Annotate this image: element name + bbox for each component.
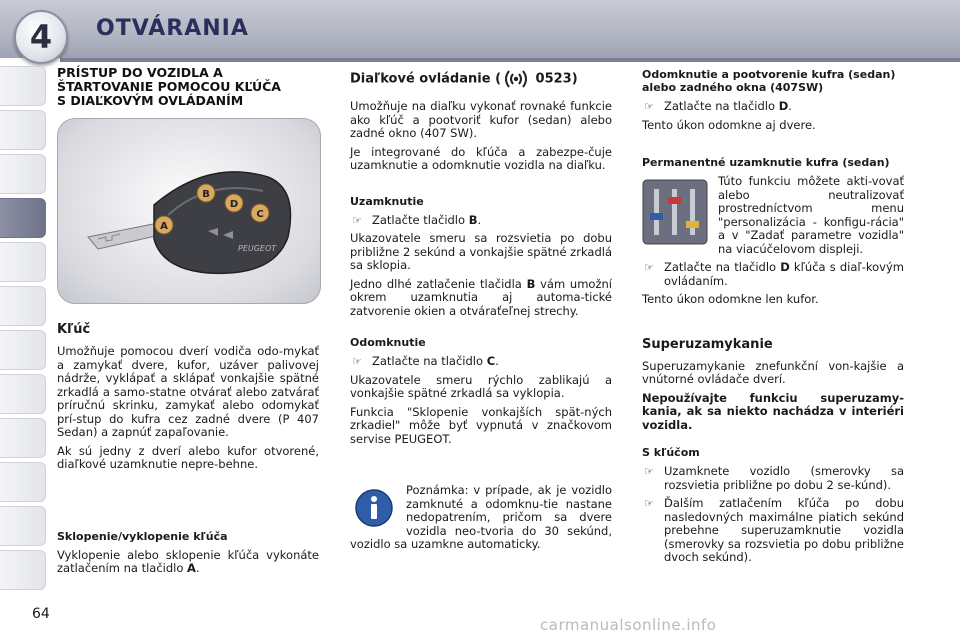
lock-bullet: ☞ Zatlačte tlačidlo B.	[352, 212, 482, 227]
chapter-tab[interactable]	[0, 550, 46, 590]
super-heading: Superuzamykanie	[642, 336, 773, 352]
remote-heading-code: 0523)	[531, 71, 578, 87]
chapter-tab[interactable]	[0, 154, 46, 194]
lock-bullet-text: Zatlačte tlačidlo	[372, 212, 469, 227]
super-paragraph: Superuzamykanie znefunkční von-kajšie a vnútorné ovládače dverí.	[642, 358, 904, 386]
section-title-line: PRÍSTUP DO VOZIDLA A	[57, 65, 223, 80]
boot-bullet-text: Zatlačte na tlačidlo	[664, 99, 779, 113]
key-button-d: D	[229, 199, 239, 210]
unlock-paragraph-2: Funkcia "Sklopenie vonkajších spät-ných zrkadiel" môže byť vypnutá v značkovom servise PEUGEOT.	[350, 404, 612, 446]
lock-paragraph-2	[350, 278, 612, 319]
lock-p2-text-end: vám umožní okrem uzamknutia aj automa-tické zatvorenie okien a otváraťeľnej strechy.	[350, 276, 612, 318]
skluc-bullet-2-text: Ďalším zatlačením kľúča po dobu nasledovných maximálne piatich sekúnd prebehne superuzamknutie vozidla (smerovky sa rozsvietia po dobu približne dvoch sekúnd).	[664, 496, 904, 564]
key-button-a: A	[160, 221, 168, 232]
key-button-b: B	[202, 189, 210, 200]
kluc-heading: Kľúč	[57, 322, 91, 337]
svg-text:PEUGEOT: PEUGEOT	[238, 244, 277, 253]
perm-block	[642, 175, 904, 261]
chapter-tab-active[interactable]	[0, 198, 46, 238]
kluc-paragraph-1: Umožňuje pomocou dverí vodiča odo-mykať a zamykať dvere, kufor, uzáver palivovej nádrže, vyklápať a sklápať vonkajšie spätné zrkadlá a samo-statne otvárať alebo zatvárať príručnú skrinku, zamykať alebo odomykať prí-stup do kufra cez zadné dvere (P 407 Sedan) a zapnúť zapaľovanie.	[57, 344, 319, 439]
boot-bullet: ☞ Zatlačte na tlačidlo D.	[644, 99, 792, 113]
section-title	[57, 66, 319, 108]
pointing-finger-icon: ☞	[644, 497, 654, 510]
sklopenie-heading: Sklopenie/vyklopenie kľúča	[57, 529, 228, 543]
column-1	[57, 66, 319, 581]
remote-intro-1: Umožňuje na diaľku vykonať rovnaké funkcie ako kľúč a pootvoriť kufor (sedan) alebo zadné okno (407 SW).	[350, 99, 612, 140]
key-button-c: C	[256, 209, 264, 220]
unlock-paragraph-1: Ukazovatele smeru rýchlo zablikajú a vonkajšie spätné zrkadlá sa vyklopia.	[350, 372, 612, 400]
key-label-b: B	[468, 212, 478, 227]
perm-paragraph-2: Tento úkon odomkne len kufor.	[642, 292, 819, 306]
chapter-tab[interactable]	[0, 330, 46, 370]
skluc-heading: S kľúčom	[642, 446, 700, 459]
chapter-tabs	[0, 66, 46, 594]
perm-paragraph: Túto funkciu môžete akti-vovať alebo neutralizovať prostredníctvom menu "personalizácia - konfigu-rácia" a v "Zadať parametre vozidla" na viacúčelovom displeji.	[718, 175, 904, 256]
pointing-finger-icon: ☞	[644, 465, 654, 478]
note-box	[350, 484, 612, 552]
chapter-tab[interactable]	[0, 286, 46, 326]
key-illustration	[57, 118, 321, 304]
chapter-tab[interactable]	[0, 462, 46, 502]
skluc-bullet-1	[642, 465, 904, 492]
key-image	[58, 119, 320, 303]
watermark: carmanualsonline.info	[540, 616, 717, 634]
perm-bullet-text-end: kľúča s diaľ-kovým ovládaním.	[664, 260, 904, 288]
pointing-finger-icon: ☞	[352, 213, 362, 227]
config-menu-icon	[642, 179, 708, 245]
section-title-line: ŠTARTOVANIE POMOCOU KĽÚČA	[57, 79, 281, 94]
pointing-finger-icon: ☞	[644, 100, 654, 113]
column-3	[642, 66, 904, 570]
boot-paragraph: Tento úkon odomkne aj dvere.	[642, 117, 816, 132]
info-icon	[354, 488, 394, 528]
lock-heading: Uzamknutie	[350, 194, 424, 208]
skluc-bullet-2	[642, 497, 904, 565]
chapter-tab[interactable]	[0, 374, 46, 414]
perm-heading: Permanentné uzamknutie kufra (sedan)	[642, 156, 890, 169]
perm-bullet-text: Zatlačte na tlačidlo	[664, 260, 781, 274]
header-rule	[60, 58, 960, 62]
key-label-c: C	[486, 354, 496, 368]
column-2	[350, 66, 612, 557]
chapter-title: OTVÁRANIA	[96, 16, 249, 41]
skluc-bullet-1-text: Uzamknete vozidlo (smerovky sa rozsvietia približne po dobu 2 se-kúnd).	[664, 464, 904, 492]
unlock-bullet-text: Zatlačte na tlačidlo	[372, 354, 487, 368]
super-warning: Nepoužívajte funkciu superuzamy-kania, ak sa niekto nachádza v interiéri vozidla.	[642, 390, 904, 432]
page-number: 64	[32, 606, 50, 622]
key-label-d: D	[778, 99, 789, 113]
section-title-line: S DIAĽKOVÝM OVLÁDANÍM	[57, 93, 244, 108]
key-label-a: A	[187, 561, 196, 575]
perm-bullet	[642, 261, 904, 288]
boot-heading: Odomknutie a pootvorenie kufra (sedan) alebo zadného okna (407SW)	[642, 68, 896, 94]
chapter-tab[interactable]	[0, 66, 46, 106]
remote-heading-text: Diaľkové ovládanie (	[350, 71, 502, 87]
remote-waves-icon	[501, 68, 531, 90]
key-label-b: B	[526, 276, 536, 291]
chapter-badge: 4	[14, 10, 68, 64]
lock-paragraph-1: Ukazovatele smeru sa rozsvietia po dobu približne 2 sekúnd a vonkajšie spätné zrkadlá sa sklopia.	[350, 231, 612, 272]
chapter-tab[interactable]	[0, 506, 46, 546]
note-text: Poznámka: v prípade, ak je vozidlo zamknuté a odomknu-tie nastane nedopatrením, pričom sa dvere vozidla neo-tvoria do 30 sekúnd, vozidlo sa uzamkne automaticky.	[350, 483, 612, 551]
chapter-tab[interactable]	[0, 242, 46, 282]
chapter-tab[interactable]	[0, 110, 46, 150]
sklopenie-text: Vyklopenie alebo sklopenie kľúča vykonáte zatlačením na tlačidlo	[57, 547, 319, 575]
unlock-bullet: ☞ Zatlačte na tlačidlo C.	[352, 354, 499, 368]
remote-intro-2: Je integrované do kľúča a zabezpe-čuje uzamknutie a odomknutie vozidla na diaľku.	[350, 144, 612, 172]
pointing-finger-icon: ☞	[352, 355, 362, 368]
key-label-d: D	[780, 260, 790, 274]
kluc-paragraph-2: Ak sú jedny z dverí alebo kufor otvorené, diaľkové uzamknutie nepre-behne.	[57, 443, 319, 471]
remote-heading	[350, 68, 612, 90]
sklopenie-text-end: .	[195, 561, 200, 575]
lock-p2-text: Jedno dlhé zatlačenie tlačidla	[350, 276, 527, 291]
pointing-finger-icon: ☞	[644, 261, 654, 274]
unlock-heading: Odomknutie	[350, 336, 426, 349]
sklopenie-paragraph	[57, 549, 319, 576]
chapter-tab[interactable]	[0, 418, 46, 458]
